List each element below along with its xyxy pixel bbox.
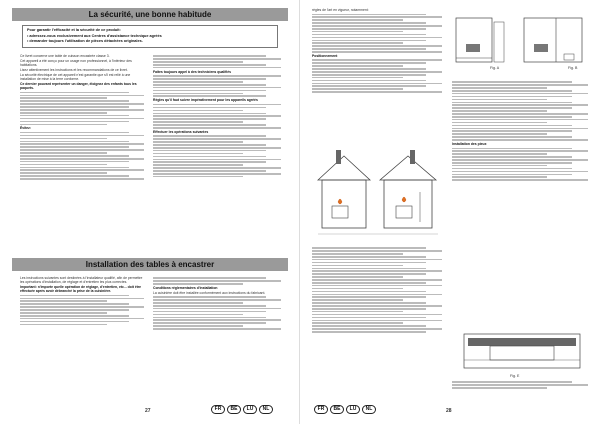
install-col2-heading: Conditions réglementaires d'installation — [153, 285, 218, 290]
lang-badge-lu: LU — [346, 405, 360, 414]
install-column-2 — [153, 276, 281, 400]
fig-e-caption: Fig. E — [510, 374, 520, 378]
install-col2-para: La cuisinière doit être installée conformément aux instructions du fabricant. — [153, 290, 266, 295]
house-b — [380, 150, 436, 228]
install-para-important: Important: n'importe quelle opération de réglage, d'entretien, etc... doit être effectuée après avoir débranché la prise de la cuisinière. — [20, 285, 142, 294]
col1-para-3: Lisez attentivement les instructions et les recommandations de ce livret. — [20, 67, 128, 72]
lang-badge-lu: LU — [243, 405, 257, 414]
house-a — [318, 150, 370, 228]
left-column-2 — [153, 54, 281, 240]
col1-para-1: Ce livret concerne une table de cuisson encastrée classe 3. — [20, 54, 110, 58]
language-badges-left — [211, 405, 273, 414]
lang-badge-be: BE — [227, 405, 241, 414]
left-column-1 — [20, 54, 144, 240]
safety-bullet-1: • adressez-vous exclusivement aux Centres d'assistance technique agréés — [27, 33, 162, 38]
col2-heading-2: Règles qu'il faut suivre impérativement pour les appareils agréés — [153, 98, 258, 103]
right-install-heading: Installation des pieux — [452, 142, 487, 146]
page-number-right: 28 — [446, 408, 452, 414]
col1-heading-1: Ce dernier pouvant représenter un danger, éloignez des enfants tous les paquets. — [20, 82, 137, 91]
figure-a — [456, 18, 504, 62]
right-positioning-heading: Positionnement — [312, 53, 338, 58]
lang-badge-fr: FR — [314, 405, 328, 414]
right-intro: règles de l'art en vigueur, notamment: — [312, 8, 369, 12]
fig-a-caption: Fig. A — [490, 66, 500, 70]
safety-bullet-2: • demander toujours l'utilisation de pièces détachées originales. — [27, 39, 143, 44]
lang-badge-nl: NL — [259, 405, 273, 414]
cross-section-figure — [460, 330, 584, 372]
col1-para-4: La sécurité électrique de cet appareil n'est garantie que s'il est relié à une installation de mise à la terre conforme. — [20, 72, 131, 81]
install-title: Installation des tables à encastrer — [12, 258, 288, 271]
safety-line: Pour garantir l'efficacité et la sécurité de ce produit: — [27, 28, 121, 32]
figure-b — [524, 18, 582, 62]
install-column-1 — [20, 276, 144, 400]
lang-badge-be: BE — [330, 405, 344, 414]
lang-badge-nl: NL — [362, 405, 376, 414]
fig-b-caption: Fig. B — [568, 66, 578, 70]
col2-heading-1: Faites toujours appel à des techniciens qualifiés — [153, 69, 232, 74]
right-column-2-bottom — [452, 380, 588, 394]
ventilation-houses-figure — [314, 142, 442, 242]
col2-heading-3: Effectuer les opérations suivantes — [153, 129, 209, 134]
safety-box — [22, 25, 278, 48]
right-column-1-bottom — [312, 246, 442, 402]
page-number-left: 27 — [145, 408, 151, 414]
right-column-1-top — [312, 8, 442, 133]
right-column-2 — [452, 80, 588, 232]
col1-para-2: Cet appareil a été conçu pour un usage non professionnel, à l'intérieur des habitations. — [20, 58, 132, 67]
lang-badge-fr: FR — [211, 405, 225, 414]
page-title: La sécurité, une bonne habitude — [12, 8, 288, 21]
col1-heading-2: Évitez: — [20, 126, 31, 131]
install-para-1: Les instructions suivantes sont destinées à l'installateur qualifié, afin de permettre les opérations d'installation, de réglage et d'entretien les plus correctes. — [20, 276, 143, 285]
language-badges-right — [314, 405, 376, 414]
right-page — [300, 0, 600, 424]
